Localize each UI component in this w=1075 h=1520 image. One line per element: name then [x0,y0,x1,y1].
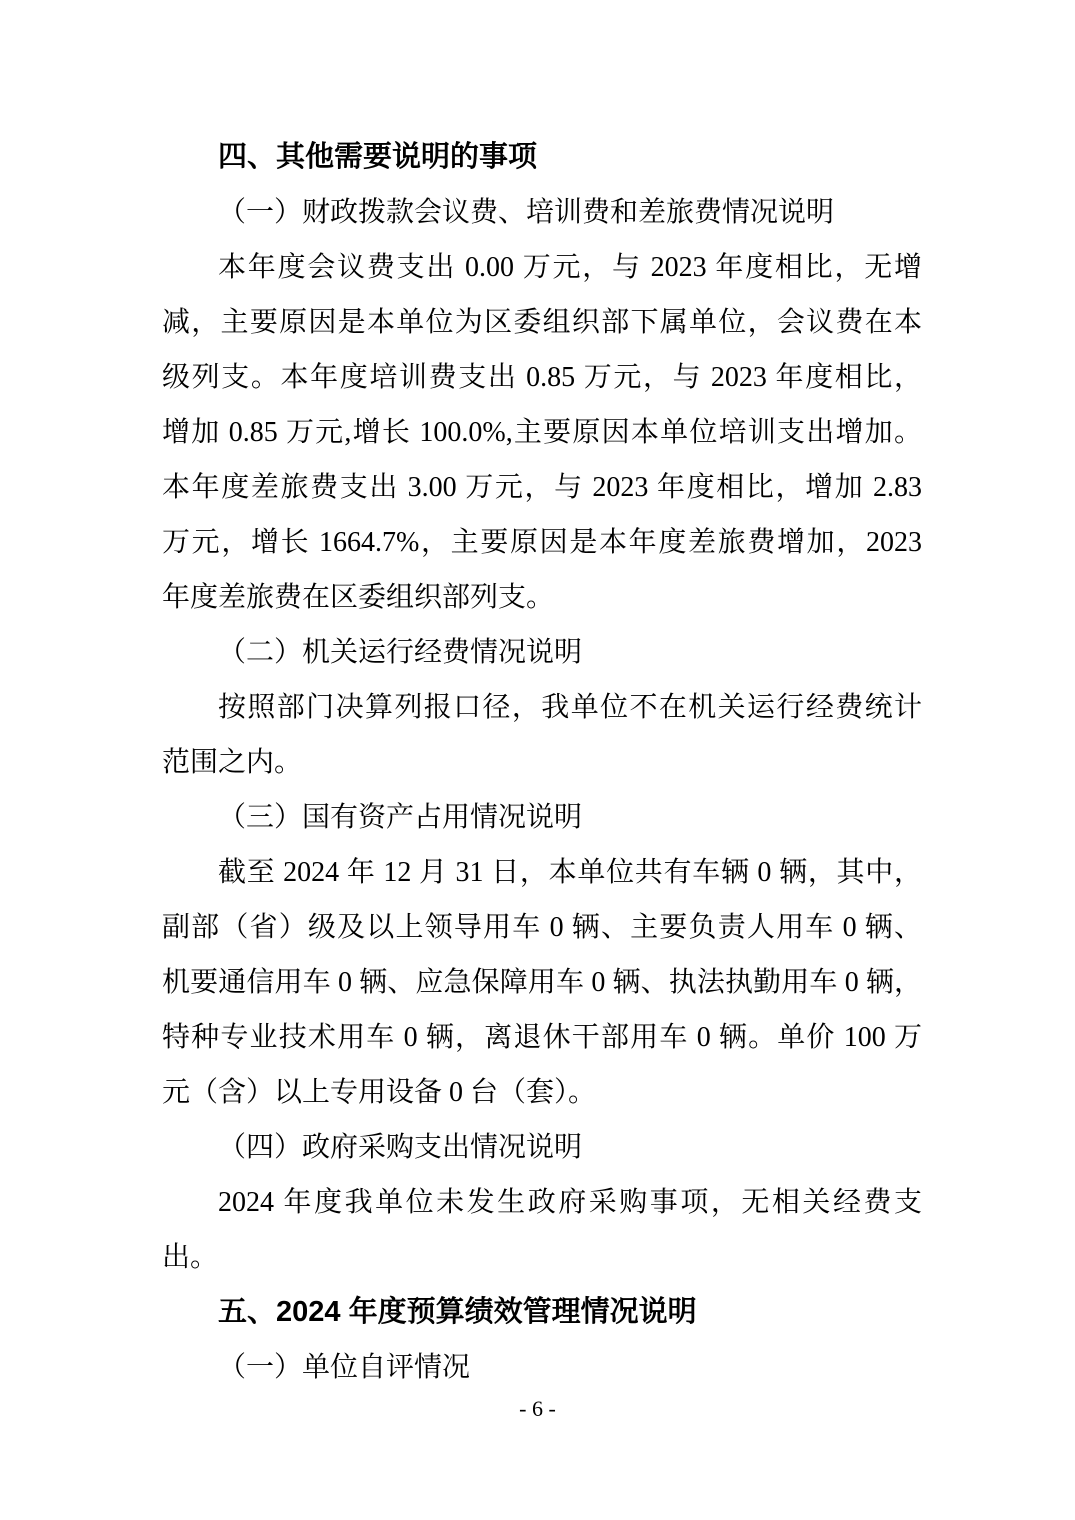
subsection-4-1-heading: （一）财政拨款会议费、培训费和差旅费情况说明 [218,197,835,228]
subsection-4-2-paragraph-line-2: 范围之内。 [162,747,303,778]
subsection-4-1-paragraph-line-3: 级列支。本年度培训费支出 0.85 万元，与 2023 年度相比， [162,362,922,393]
subsection-4-4-paragraph-line-1: 2024 年度我单位未发生政府采购事项，无相关经费支 [218,1187,922,1218]
subsection-4-3-paragraph-line-2: 副部（省）级及以上领导用车 0 辆、主要负责人用车 0 辆、 [162,912,922,943]
subsection-4-1-paragraph-line-4: 增加 0.85 万元,增长 100.0%,主要原因本单位培训支出增加。 [162,417,922,448]
subsection-4-2-heading: （二）机关运行经费情况说明 [218,637,583,668]
subsection-4-3-heading: （三）国有资产占用情况说明 [218,802,583,833]
subsection-4-3-paragraph-line-3: 机要通信用车 0 辆、应急保障用车 0 辆、执法执勤用车 0 辆， [162,967,922,998]
subsection-4-3-paragraph-line-5: 元（含）以上专用设备 0 台（套）。 [162,1077,597,1108]
subsection-4-2-paragraph-line-1: 按照部门决算列报口径，我单位不在机关运行经费统计 [218,692,922,723]
subsection-4-1-paragraph-line-2: 减，主要原因是本单位为区委组织部下属单位，会议费在本 [162,307,922,338]
section-4-heading: 四、其他需要说明的事项 [218,141,538,173]
subsection-4-4-paragraph-line-2: 出。 [162,1242,219,1273]
subsection-5-1-heading: （一）单位自评情况 [218,1352,471,1383]
subsection-4-1-paragraph-line-5: 本年度差旅费支出 3.00 万元，与 2023 年度相比，增加 2.83 [162,472,922,503]
subsection-4-4-heading: （四）政府采购支出情况说明 [218,1132,583,1163]
subsection-4-3-paragraph-line-1: 截至 2024 年 12 月 31 日，本单位共有车辆 0 辆，其中， [218,857,922,888]
page-number: - 6 - [519,1396,556,1421]
subsection-4-1-paragraph-line-7: 年度差旅费在区委组织部列支。 [162,582,555,613]
subsection-4-1-paragraph-line-6: 万元，增长 1664.7%，主要原因是本年度差旅费增加，2023 [162,527,922,558]
subsection-4-3-paragraph-line-4: 特种专业技术用车 0 辆，离退休干部用车 0 辆。单价 100 万 [162,1022,922,1053]
subsection-4-1-paragraph-line-1: 本年度会议费支出 0.00 万元，与 2023 年度相比，无增 [218,252,922,283]
section-5-heading: 五、2024 年度预算绩效管理情况说明 [218,1296,697,1328]
document-body [162,130,922,1395]
